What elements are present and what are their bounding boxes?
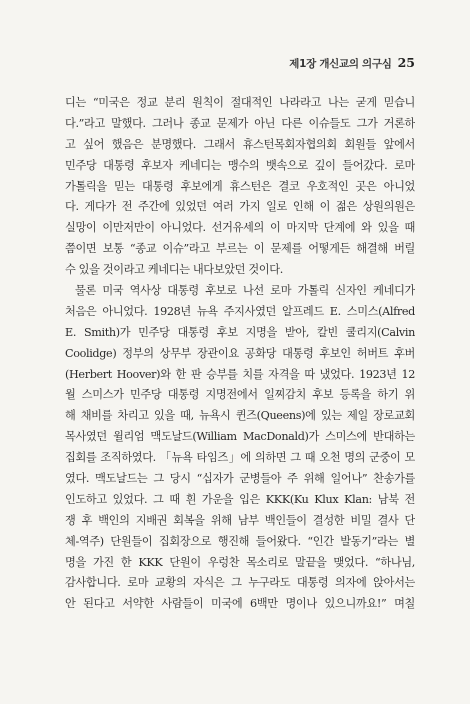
text-line: 다. 게다가 전 주간에 있었던 여러 가지 일로 인해 이 젊은 상원의원은 [65,200,415,214]
text-line: 고 싶어 했음은 분명했다. 그래서 휴스턴목회자협의회 회원들 앞에서 [65,137,415,151]
chapter-title: 제1장 개신교의 의구심 [289,58,392,70]
text-line: 가톨릭을 믿는 대통령 후보에게 휴스턴은 결코 우호적인 곳은 아니었 [65,179,415,193]
body-text [65,93,415,615]
page-number: 25 [397,55,415,70]
text-line: 목사였던 윌리엄 맥도날드(William MacDonald)가 스미스에 반대하는 [65,430,415,444]
text-line: 다.”라고 말했다. 그러나 종교 문제가 아닌 다른 이슈들도 그가 거론하 [65,116,415,130]
text-line: 민주당 대통령 후보자 케네디는 맹수의 뱃속으로 깊이 들어갔다. 로마 [65,158,415,172]
text-line: 였다. 맥도날드는 그 당시 “십자가 군병들아 주 위해 일어나” 찬송가를 [65,472,415,486]
text-line: 실망이 이만저만이 아니었다. 선거유세의 이 마지막 단계에 와 있을 때 [65,221,415,235]
text-line: 처음은 아니었다. 1928년 뉴욕 주지사였던 알프레드 E. 스미스(Alfred [65,304,415,318]
text-line: 감사합니다. 로마 교황의 자식은 그 누구라도 대통령 의자에 앉아서는 [65,576,415,590]
text-line: 디는 “미국은 정교 분리 원칙이 절대적인 나라라고 나는 굳게 믿습니 [65,96,415,109]
text-line: 쯤이면 보통 “종교 이슈”라고 부르는 이 문제를 어떻게든 해결해 버릴 [65,242,415,256]
text-line: 물론 미국 역사상 대통령 후보로 나선 로마 가톨릭 신자인 케네디가 [75,284,415,298]
text-line: (Herbert Hoover)와 한 판 승부를 치를 자격을 따 냈었다. 1923년 12 [65,367,415,381]
text-line: 인도하고 있었다. 그 때 흰 가운을 입은 KKK(Ku Klux Klan: 남북 전 [65,492,415,506]
text-line: 월 스미스가 민주당 대통령 지명전에서 일찌감치 후보 등록을 하기 위 [65,388,415,402]
text-line: 수 있을 것이라고 케네디는 내다보았던 것이다. [65,263,283,277]
text-line: 쟁 후 백인의 지배권 회복을 위해 남부 백인들이 결성한 비밀 결사 단 [65,513,415,527]
text-line: Coolidge) 정부의 상무부 장관이요 공화당 대통령 후보인 허버트 후버 [65,346,415,360]
text-line: 명을 가진 한 KKK 단원이 우렁찬 목소리로 말끝을 맺었다. “하나님, [65,555,415,569]
text-line: 체-역주) 단원들이 집회장으로 행진해 들어왔다. “인간 발동기”라는 별 [65,534,415,548]
text-line: 안 된다고 서약한 사람들이 미국에 6백만 명이나 있으니까요!” 며칠 [65,597,415,611]
text-line: 집회를 조직하였다. 「뉴욕 타임즈」에 의하면 그 때 오천 명의 군중이 모 [65,451,415,465]
text-line: E. Smith)가 민주당 대통령 후보 지명을 받아, 칼빈 쿨리지(Calvin [65,325,415,339]
running-header [289,55,415,71]
text-line: 해 채비를 차리고 있을 때, 뉴욕시 퀸즈(Queens)에 있는 제일 장로교회 [65,409,415,423]
